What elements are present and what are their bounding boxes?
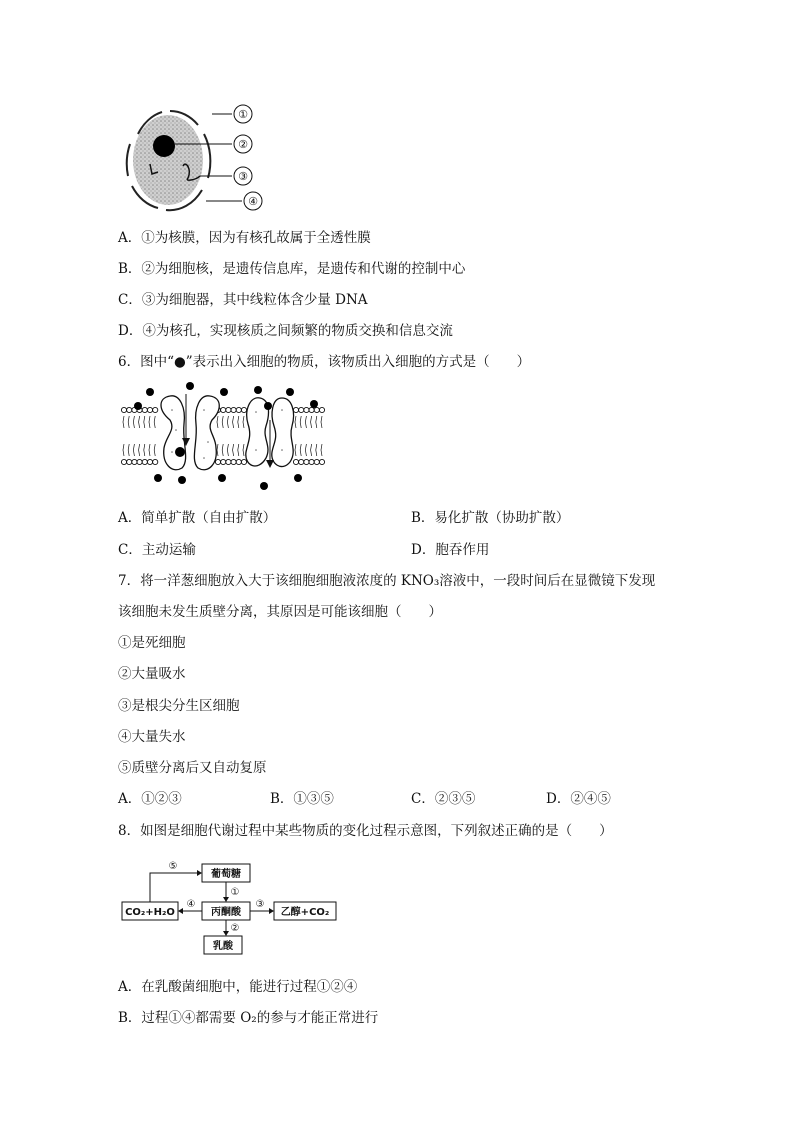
lipid-head — [142, 407, 147, 412]
lipid-head — [132, 459, 137, 464]
step-2: ② — [230, 923, 240, 934]
co2-h2o-label: CO₂+H₂O — [125, 907, 175, 918]
lipid-head — [236, 459, 241, 464]
lipid-head — [215, 459, 220, 464]
q7-item-1: ①是死细胞 — [118, 635, 186, 651]
q8-stem: 8．如图是细胞代谢过程中某些物质的变化过程示意图，下列叙述正确的是（ ） — [118, 823, 613, 839]
q8-option-a[interactable]: A．在乳酸菌细胞中，能进行过程①②④ — [118, 979, 358, 995]
lipid-tail — [233, 444, 234, 456]
lipid-head — [304, 459, 309, 464]
lipid-head — [121, 459, 126, 464]
lipid-head — [241, 407, 246, 412]
q7-item-2: ②大量吸水 — [118, 666, 186, 682]
lipid-tail — [233, 416, 234, 428]
q6-option-d[interactable]: D．胞吞作用 — [411, 542, 490, 558]
glucose-label: 葡萄糖 — [211, 869, 241, 880]
lipid-tail — [133, 416, 134, 428]
lipid-tail — [227, 416, 228, 428]
lipid-head — [127, 459, 132, 464]
lipid-head — [147, 407, 152, 412]
q8-option-b[interactable]: B．过程①④都需要 O₂的参与才能正常进行 — [118, 1010, 379, 1026]
lipid-tail — [222, 444, 223, 456]
q7-stem-line2: 该细胞未发生质壁分离，其原因是可能该细胞（ ） — [118, 604, 442, 620]
lipid-tail — [238, 444, 239, 456]
lipid-head — [314, 459, 319, 464]
lipid-tail — [243, 416, 244, 428]
lipid-tail — [300, 444, 301, 456]
lipid-tail — [222, 416, 223, 428]
q6-option-c[interactable]: C．主动运输 — [118, 542, 196, 558]
nucleoplasm — [133, 115, 203, 205]
carrier-protein-right-2 — [272, 398, 294, 467]
lipid-head — [304, 407, 309, 412]
lipid-tail — [227, 444, 228, 456]
q5-option-b[interactable]: B．②为细胞核，是遗传信息库，是遗传和代谢的控制中心 — [118, 261, 466, 277]
step-5: ⑤ — [168, 861, 178, 872]
lipid-head — [314, 407, 319, 412]
label-2: ② — [238, 138, 248, 151]
lipid-tail — [311, 416, 312, 428]
lipid-head — [221, 407, 226, 412]
lipid-tail — [139, 416, 140, 428]
q7-option-d[interactable]: D．②④⑤ — [546, 791, 611, 807]
lipid-head — [231, 459, 236, 464]
lipid-head — [226, 459, 231, 464]
q7-item-4: ④大量失水 — [118, 729, 186, 745]
q6-stem: 6．图中“●”表示出入细胞的物质，该物质出入细胞的方式是（ ） — [118, 354, 531, 370]
lipid-head — [319, 407, 324, 412]
nucleolus — [153, 135, 175, 157]
lipid-head — [293, 407, 298, 412]
membrane-figure — [120, 380, 330, 495]
lipid-head — [153, 407, 158, 412]
step-4: ④ — [186, 899, 196, 910]
metabolism-diagram — [120, 856, 340, 958]
lipid-head — [121, 407, 126, 412]
lipid-head — [153, 459, 158, 464]
lipid-tail — [128, 444, 129, 456]
lipid-head — [231, 407, 236, 412]
q7-item-5: ⑤质壁分离后又自动复原 — [118, 760, 267, 776]
q6-option-a[interactable]: A．简单扩散（自由扩散） — [118, 510, 277, 526]
lipid-head — [137, 459, 142, 464]
lipid-head — [319, 459, 324, 464]
lipid-tail — [139, 444, 140, 456]
lipid-tail — [295, 444, 296, 456]
lipid-head — [309, 459, 314, 464]
lipid-head — [293, 459, 298, 464]
lipid-tail — [305, 416, 306, 428]
lipid-tail — [217, 416, 218, 428]
lactic-acid-label: 乳酸 — [213, 941, 233, 952]
lipid-tail — [316, 416, 317, 428]
step-1: ① — [230, 887, 240, 898]
lipid-head — [241, 459, 246, 464]
q7-item-3: ③是根尖分生区细胞 — [118, 698, 240, 714]
lipid-tail — [321, 416, 322, 428]
lipid-tail — [243, 444, 244, 456]
lipid-tail — [154, 416, 155, 428]
carrier-protein-left — [161, 396, 186, 470]
lipid-tail — [144, 416, 145, 428]
lipid-head — [142, 459, 147, 464]
lipid-tail — [123, 444, 124, 456]
lipid-tail — [149, 416, 150, 428]
lipid-tail — [300, 416, 301, 428]
lipid-head — [221, 459, 226, 464]
lipid-tail — [311, 444, 312, 456]
ethanol-co2-label: 乙醇+CO₂ — [280, 907, 330, 918]
q7-option-b[interactable]: B．①③⑤ — [270, 791, 334, 807]
lipid-tail — [149, 444, 150, 456]
lipid-head — [309, 407, 314, 412]
lipid-tail — [133, 444, 134, 456]
lipid-tail — [316, 444, 317, 456]
label-3: ③ — [238, 170, 248, 183]
label-1: ① — [238, 108, 248, 121]
lipid-head — [226, 407, 231, 412]
q6-option-b[interactable]: B．易化扩散（协助扩散） — [411, 510, 570, 526]
label-4: ④ — [248, 195, 258, 208]
lipid-tail — [295, 416, 296, 428]
lipid-head — [236, 407, 241, 412]
pyruvate-label: 丙酮酸 — [211, 907, 241, 918]
lipid-tail — [321, 444, 322, 456]
nucleus-figure — [120, 100, 280, 220]
q7-stem-line1: 7．将一洋葱细胞放入大于该细胞细胞液浓度的 KNO₃溶液中，一段时间后在显微镜下发现 — [118, 573, 656, 589]
lipid-tail — [144, 444, 145, 456]
lipid-tail — [123, 416, 124, 428]
lipid-tail — [154, 444, 155, 456]
lipid-head — [127, 407, 132, 412]
carrier-protein-left-2 — [194, 396, 219, 470]
q7-option-a[interactable]: A．①②③ — [118, 791, 182, 807]
lipid-head — [299, 459, 304, 464]
q5-option-a[interactable]: A．①为核膜，因为有核孔故属于全透性膜 — [118, 230, 371, 246]
lipid-tail — [238, 416, 239, 428]
lipid-tail — [217, 444, 218, 456]
step-3: ③ — [255, 899, 265, 910]
lipid-head — [147, 459, 152, 464]
lipid-head — [299, 407, 304, 412]
q5-option-d[interactable]: D．④为核孔，实现核质之间频繁的物质交换和信息交流 — [118, 323, 453, 339]
lipid-tail — [305, 444, 306, 456]
lipid-tail — [128, 416, 129, 428]
q7-option-c[interactable]: C．②③⑤ — [411, 791, 476, 807]
q5-option-c[interactable]: C．③为细胞器，其中线粒体含少量 DNA — [118, 292, 368, 308]
